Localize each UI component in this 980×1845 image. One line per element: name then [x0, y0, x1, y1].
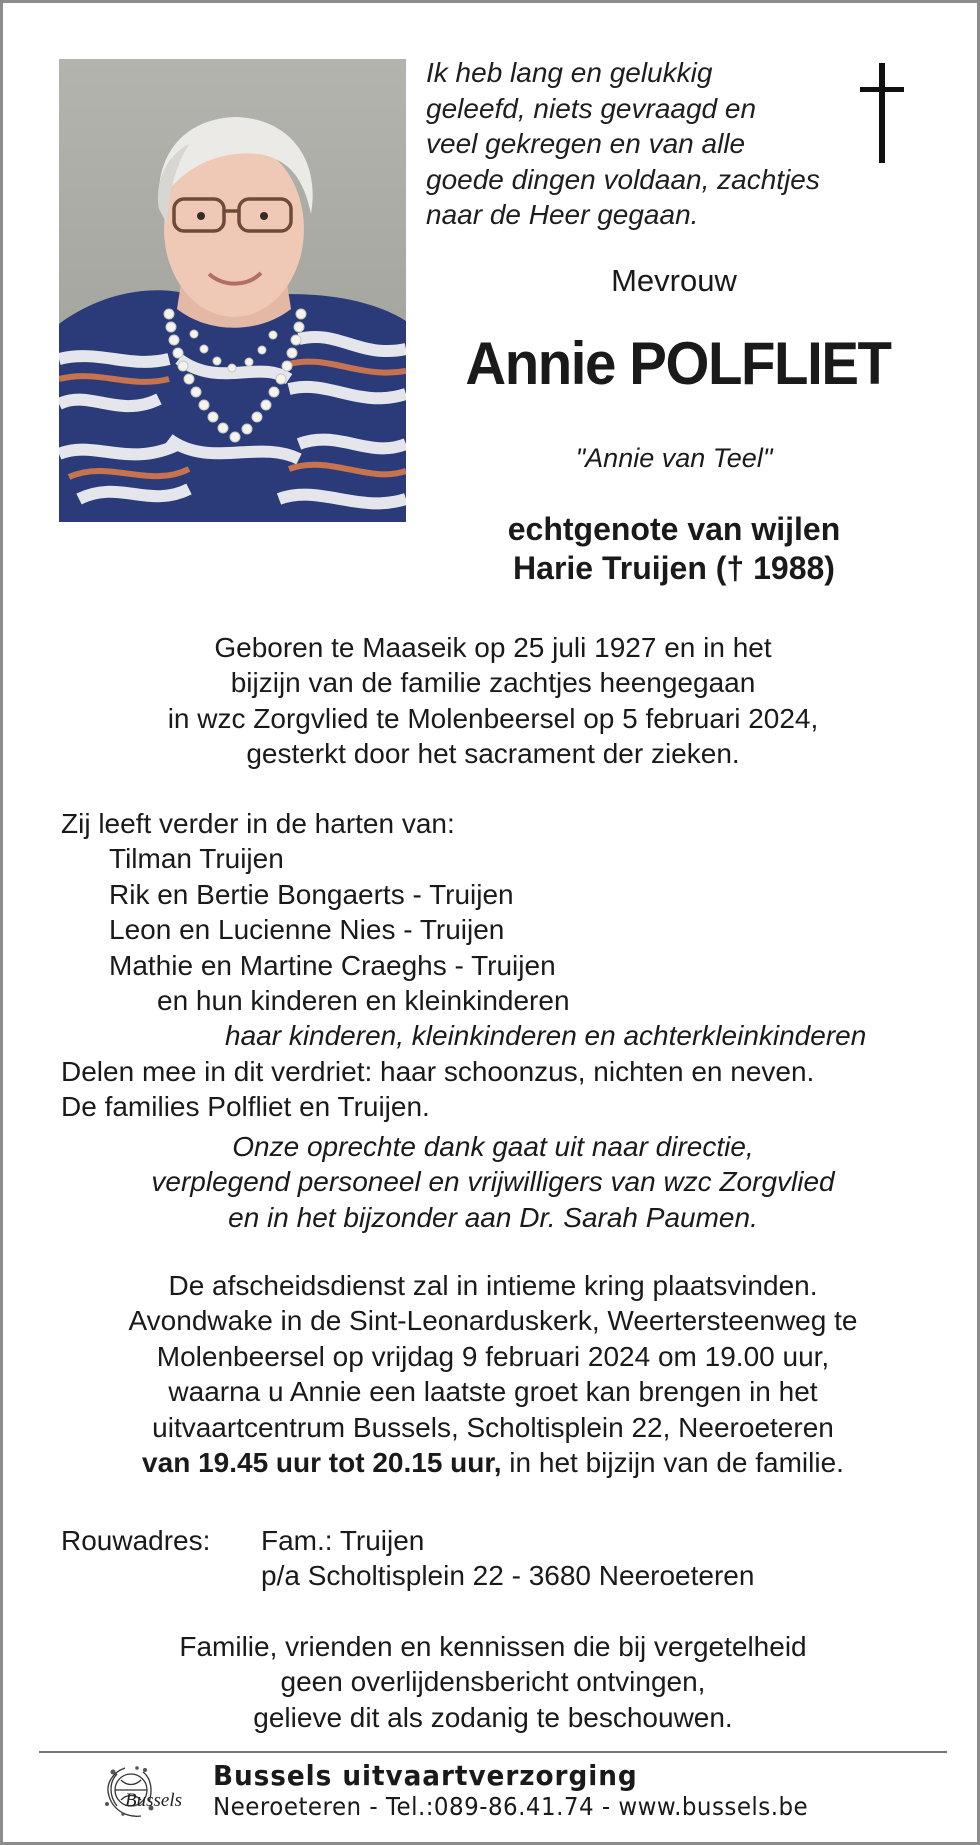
child-entry: Tilman Truijen: [109, 843, 284, 875]
poem-line: geleefd, niets gevraagd en: [426, 92, 757, 124]
families-line: De families Polfliet en Truijen.: [61, 1091, 430, 1123]
closing-paragraph: [43, 1629, 943, 1735]
service-paragraph: [43, 1268, 943, 1480]
share-line: Delen mee in dit verdriet: haar schoonzus, nichten en neven.: [61, 1055, 815, 1087]
child-entry: Mathie en Martine Craeghs - Truijen: [109, 949, 556, 981]
thanks-line: Onze oprechte dank gaat uit naar directie,: [232, 1131, 754, 1162]
closing-line: gelieve dit als zodanig te beschouwen.: [253, 1701, 733, 1733]
thanks-line: verplegend personeel en vrijwilligers van wzc Zorgvlied: [151, 1166, 835, 1198]
survivors-intro: Zij leeft verder in de harten van:: [61, 808, 455, 839]
spouse-line: echtgenote van wijlen: [507, 511, 841, 547]
footer-divider: [39, 1751, 947, 1753]
service-time-line: [43, 1445, 943, 1480]
child-entry: Rik en Bertie Bongaerts - Truijen: [109, 878, 514, 910]
birth-line: gesterkt door het sacrament der zieken.: [246, 738, 740, 770]
birth-line: bijzijn van de familie zachtjes heengegaan: [230, 667, 756, 699]
service-time-bold: van 19.45 uur tot 20.15 uur,: [142, 1447, 502, 1479]
address-block: [261, 1523, 754, 1594]
birth-death-paragraph: [43, 630, 943, 772]
portrait-photo: [59, 59, 406, 522]
birth-line: in wzc Zorgvlied te Molenbeersel op 5 februari 2024,: [167, 702, 819, 734]
company-name: Bussels uitvaartverzorging: [213, 1759, 638, 1792]
closing-line: Familie, vrienden en kennissen die bij vergetelheid: [179, 1631, 807, 1662]
address-line: p/a Scholtisplein 22 - 3680 Neeroeteren: [261, 1560, 755, 1592]
bussels-logo: [95, 1760, 199, 1824]
portrait-illustration: [59, 59, 406, 522]
survivors-list: [61, 806, 961, 1125]
service-line: De afscheidsdienst zal in intieme kring plaatsvinden.: [168, 1270, 818, 1301]
child-entry: Leon en Lucienne Nies - Truijen: [109, 914, 505, 946]
logo-text: Bussels: [125, 1790, 182, 1811]
spouse-line: Harie Truijen († 1988): [513, 550, 835, 586]
birth-line: Geboren te Maaseik op 25 juli 1927 en in het: [214, 632, 772, 663]
service-line: waarna u Annie een laatste groet kan brengen in het: [168, 1376, 818, 1408]
service-line: Molenbeersel op vrijdag 9 februari 2024 om 19.00 uur,: [156, 1340, 830, 1372]
grandchildren-line: en hun kinderen en kleinkinderen: [157, 985, 570, 1017]
closing-line: geen overlijdensbericht ontvingen,: [280, 1666, 706, 1698]
summary-line: haar kinderen, kleinkinderen en achterkleinkinderen: [225, 1020, 867, 1052]
service-line: Avondwake in de Sint-Leonarduskerk, Weertersteenweg te: [128, 1305, 858, 1337]
thanks-line: en in het bijzonder aan Dr. Sarah Paumen.: [228, 1201, 758, 1233]
address-line: Fam.: Truijen: [261, 1525, 425, 1556]
cross-icon: [860, 63, 904, 163]
poem: [426, 55, 896, 233]
poem-line: goede dingen voldaan, zachtjes: [426, 163, 820, 195]
poem-line: naar de Heer gegaan.: [426, 199, 699, 230]
deceased-name: Annie POLFLIET: [465, 330, 891, 397]
address-label: Rouwadres:: [61, 1525, 211, 1556]
nickname: "Annie van Teel": [575, 443, 773, 473]
company-contact: Neeroeteren - Tel.:089-86.41.74 - www.bussels.be: [213, 1792, 809, 1821]
title-prefix: Mevrouw: [611, 263, 737, 298]
service-time-rest: in het bijzijn van de familie.: [501, 1447, 844, 1479]
spouse-info: [429, 510, 919, 588]
service-line: uitvaartcentrum Bussels, Scholtisplein 22, Neeroeteren: [152, 1411, 834, 1443]
thanks-paragraph: [43, 1129, 943, 1235]
poem-line: Ik heb lang en gelukkig: [426, 57, 713, 88]
poem-line: veel gekregen en van alle: [426, 128, 746, 159]
